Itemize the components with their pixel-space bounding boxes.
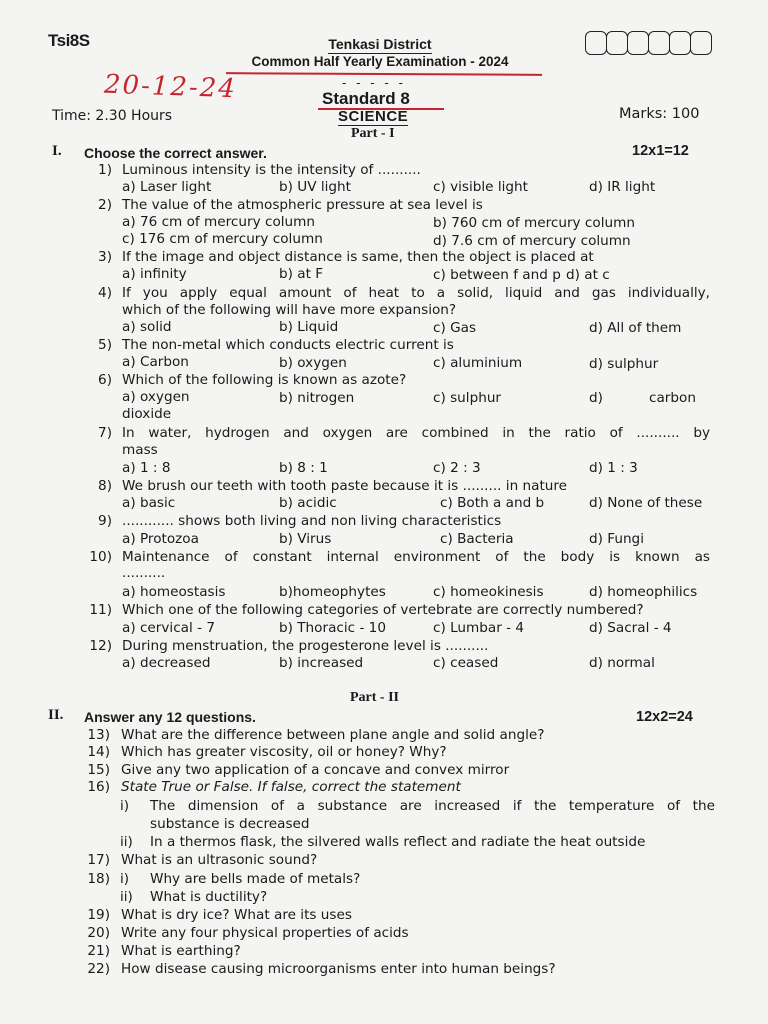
question-text: What is dry ice? What are its uses xyxy=(121,907,352,923)
question-text: If the image and object distance is same, then the object is placed at xyxy=(122,249,594,265)
question-text: Which one of the following categories of vertebrate are correctly numbered? xyxy=(122,602,644,618)
exam-title: Common Half Yearly Examination - 2024 xyxy=(251,54,509,69)
question-text: What is an ultrasonic sound? xyxy=(121,852,318,868)
sub-question-number: ii) xyxy=(120,889,133,905)
handwritten-date: 20-12-24 xyxy=(103,69,238,105)
option-b: b) 8 : 1 xyxy=(279,460,328,476)
option-c: c) Bacteria xyxy=(440,531,514,547)
question-number: 4) xyxy=(98,285,112,301)
question-number: 16) xyxy=(87,779,110,795)
option-b: b)homeophytes xyxy=(279,584,386,600)
option-a: a) Laser light xyxy=(122,179,212,195)
register-box xyxy=(669,31,691,55)
option-d: d) 7.6 cm of mercury column xyxy=(433,233,631,249)
option-c: c) Gas xyxy=(433,320,477,336)
question-text: What are the difference between plane angle and solid angle? xyxy=(121,727,545,743)
option-d: d) 1 : 3 xyxy=(589,460,638,476)
option-d: d) None of these xyxy=(589,495,703,511)
option-d: d) normal xyxy=(589,655,655,671)
question-number: 17) xyxy=(87,852,110,868)
question-text: We brush our teeth with tooth paste because it is ......... in nature xyxy=(122,478,568,494)
option-a: a) infinity xyxy=(122,266,187,282)
sub-question-number: i) xyxy=(120,871,130,887)
option-a: a) 76 cm of mercury column xyxy=(122,214,316,230)
option-d: d) sulphur xyxy=(589,356,659,372)
option-a: a) oxygen xyxy=(122,389,190,405)
question-number: 22) xyxy=(87,961,110,977)
question-text: Why are bells made of metals? xyxy=(150,871,361,887)
question-text: Which has greater viscosity, oil or honey? Why? xyxy=(121,744,447,760)
question-number: 13) xyxy=(87,727,110,743)
question-number: 11) xyxy=(89,602,112,618)
option-c: c) ceased xyxy=(433,655,499,671)
option-b: b) Liquid xyxy=(279,319,339,335)
sub-question-text: In a thermos flask, the silvered walls reflect and radiate the heat outside xyxy=(150,834,646,850)
register-box xyxy=(627,31,649,55)
sub-question-text: What is ductility? xyxy=(150,889,268,905)
option-c: c) Lumbar - 4 xyxy=(433,620,525,636)
register-box xyxy=(585,31,607,55)
question-text: Write any four physical properties of acids xyxy=(121,925,409,941)
register-box xyxy=(606,31,628,55)
option-a: a) basic xyxy=(122,495,176,511)
option-b: b) Virus xyxy=(279,531,332,547)
question-text: How disease causing microorganisms enter into human beings? xyxy=(121,961,556,977)
question-number: 6) xyxy=(98,372,112,388)
question-number: 19) xyxy=(87,907,110,923)
district-label: Tenkasi District xyxy=(328,36,432,52)
question-number: 1) xyxy=(98,162,112,178)
question-text: The non-metal which conducts electric current is xyxy=(122,337,454,353)
question-text: During menstruation, the progesterone level is .......... xyxy=(122,638,489,654)
option-d: d) Fungi xyxy=(589,531,644,547)
question-text: State True or False. If false, correct the statement xyxy=(121,779,461,795)
section-number: I. xyxy=(52,143,62,159)
question-number: 3) xyxy=(98,249,112,265)
question-number: 8) xyxy=(98,478,112,494)
question-text-continued: .......... xyxy=(122,565,166,581)
option-a: a) Carbon xyxy=(122,354,189,370)
sub-question-number: ii) xyxy=(120,834,133,850)
time-duration: Time: 2.30 Hours xyxy=(52,108,173,124)
option-c: c) 176 cm of mercury column xyxy=(122,231,323,247)
question-number: 18) xyxy=(87,871,110,887)
option-c: c) between f and p xyxy=(433,267,561,283)
question-text: Which of the following is known as azote? xyxy=(122,372,407,388)
sub-question-text-continued: substance is decreased xyxy=(150,816,310,832)
total-marks: Marks: 100 xyxy=(619,106,700,122)
question-text: Maintenance of constant internal environment of the body is known as xyxy=(122,549,710,565)
question-number: 2) xyxy=(98,197,112,213)
section-number: II. xyxy=(48,707,64,723)
question-number: 10) xyxy=(89,549,112,565)
option-c: c) 2 : 3 xyxy=(433,460,481,476)
question-number: 14) xyxy=(87,744,110,760)
question-text: Luminous intensity is the intensity of .......... xyxy=(122,162,421,178)
option-c: c) aluminium xyxy=(433,355,523,371)
question-text: The value of the atmospheric pressure at sea level is xyxy=(122,197,483,213)
paper-code: Tsi8S xyxy=(48,31,90,50)
part-one-heading: Part - I xyxy=(351,126,395,141)
option-d: d) All of them xyxy=(589,320,682,336)
sub-question-text: The dimension of a substance are increased if the temperature of the xyxy=(150,798,715,814)
option-d: d) homeophilics xyxy=(589,584,698,600)
option-a: a) solid xyxy=(122,319,172,335)
question-text: ............ shows both living and non living characteristics xyxy=(122,513,502,529)
option-d: d) xyxy=(589,390,603,406)
option-b: b) Thoracic - 10 xyxy=(279,620,386,636)
question-number: 21) xyxy=(87,943,110,959)
dash-divider: - - - - - xyxy=(342,76,406,90)
standard-label: Standard 8 xyxy=(322,89,410,108)
section-marks: 12x2=24 xyxy=(636,709,693,725)
option-b: b) acidic xyxy=(279,495,337,511)
option-b: b) oxygen xyxy=(279,355,347,371)
option-b: b) 760 cm of mercury column xyxy=(433,215,635,231)
question-text: Give any two application of a concave and convex mirror xyxy=(121,762,510,778)
question-text: What is earthing? xyxy=(121,943,241,959)
option-b: b) nitrogen xyxy=(279,390,355,406)
register-box xyxy=(690,31,712,55)
subject-title: SCIENCE xyxy=(338,108,409,125)
option-d-text: carbon xyxy=(649,390,696,406)
question-number: 7) xyxy=(98,425,112,441)
question-text-continued: which of the following will have more expansion? xyxy=(122,302,457,318)
option-a: a) decreased xyxy=(122,655,211,671)
option-a: a) Protozoa xyxy=(122,531,199,547)
option-c: c) Both a and b xyxy=(440,495,545,511)
option-b: b) at F xyxy=(279,266,324,282)
question-text: In water, hydrogen and oxygen are combined in the ratio of .......... by xyxy=(122,425,710,441)
question-text: If you apply equal amount of heat to a solid, liquid and gas individually, xyxy=(122,285,710,301)
option-c: c) homeokinesis xyxy=(433,584,544,600)
option-d: d) Sacral - 4 xyxy=(589,620,672,636)
option-d: d) at c xyxy=(566,267,610,283)
question-number: 20) xyxy=(87,925,110,941)
section-marks: 12x1=12 xyxy=(632,143,689,159)
question-number: 9) xyxy=(98,513,112,529)
register-box xyxy=(648,31,670,55)
section-instruction: Choose the correct answer. xyxy=(84,145,267,161)
option-a: a) cervical - 7 xyxy=(122,620,215,636)
option-a: a) homeostasis xyxy=(122,584,226,600)
question-number: 15) xyxy=(87,762,110,778)
option-b: b) increased xyxy=(279,655,364,671)
option-d: d) IR light xyxy=(589,179,656,195)
question-text-continued: mass xyxy=(122,442,158,458)
option-d-continued: dioxide xyxy=(122,406,172,422)
register-number-boxes xyxy=(585,31,711,55)
option-b: b) UV light xyxy=(279,179,351,195)
option-c: c) visible light xyxy=(433,179,528,195)
option-c: c) sulphur xyxy=(433,390,502,406)
question-number: 5) xyxy=(98,337,112,353)
part-two-heading: Part - II xyxy=(350,690,399,705)
option-a: a) 1 : 8 xyxy=(122,460,171,476)
sub-question-number: i) xyxy=(120,798,130,814)
question-number: 12) xyxy=(89,638,112,654)
section-instruction: Answer any 12 questions. xyxy=(84,709,256,725)
